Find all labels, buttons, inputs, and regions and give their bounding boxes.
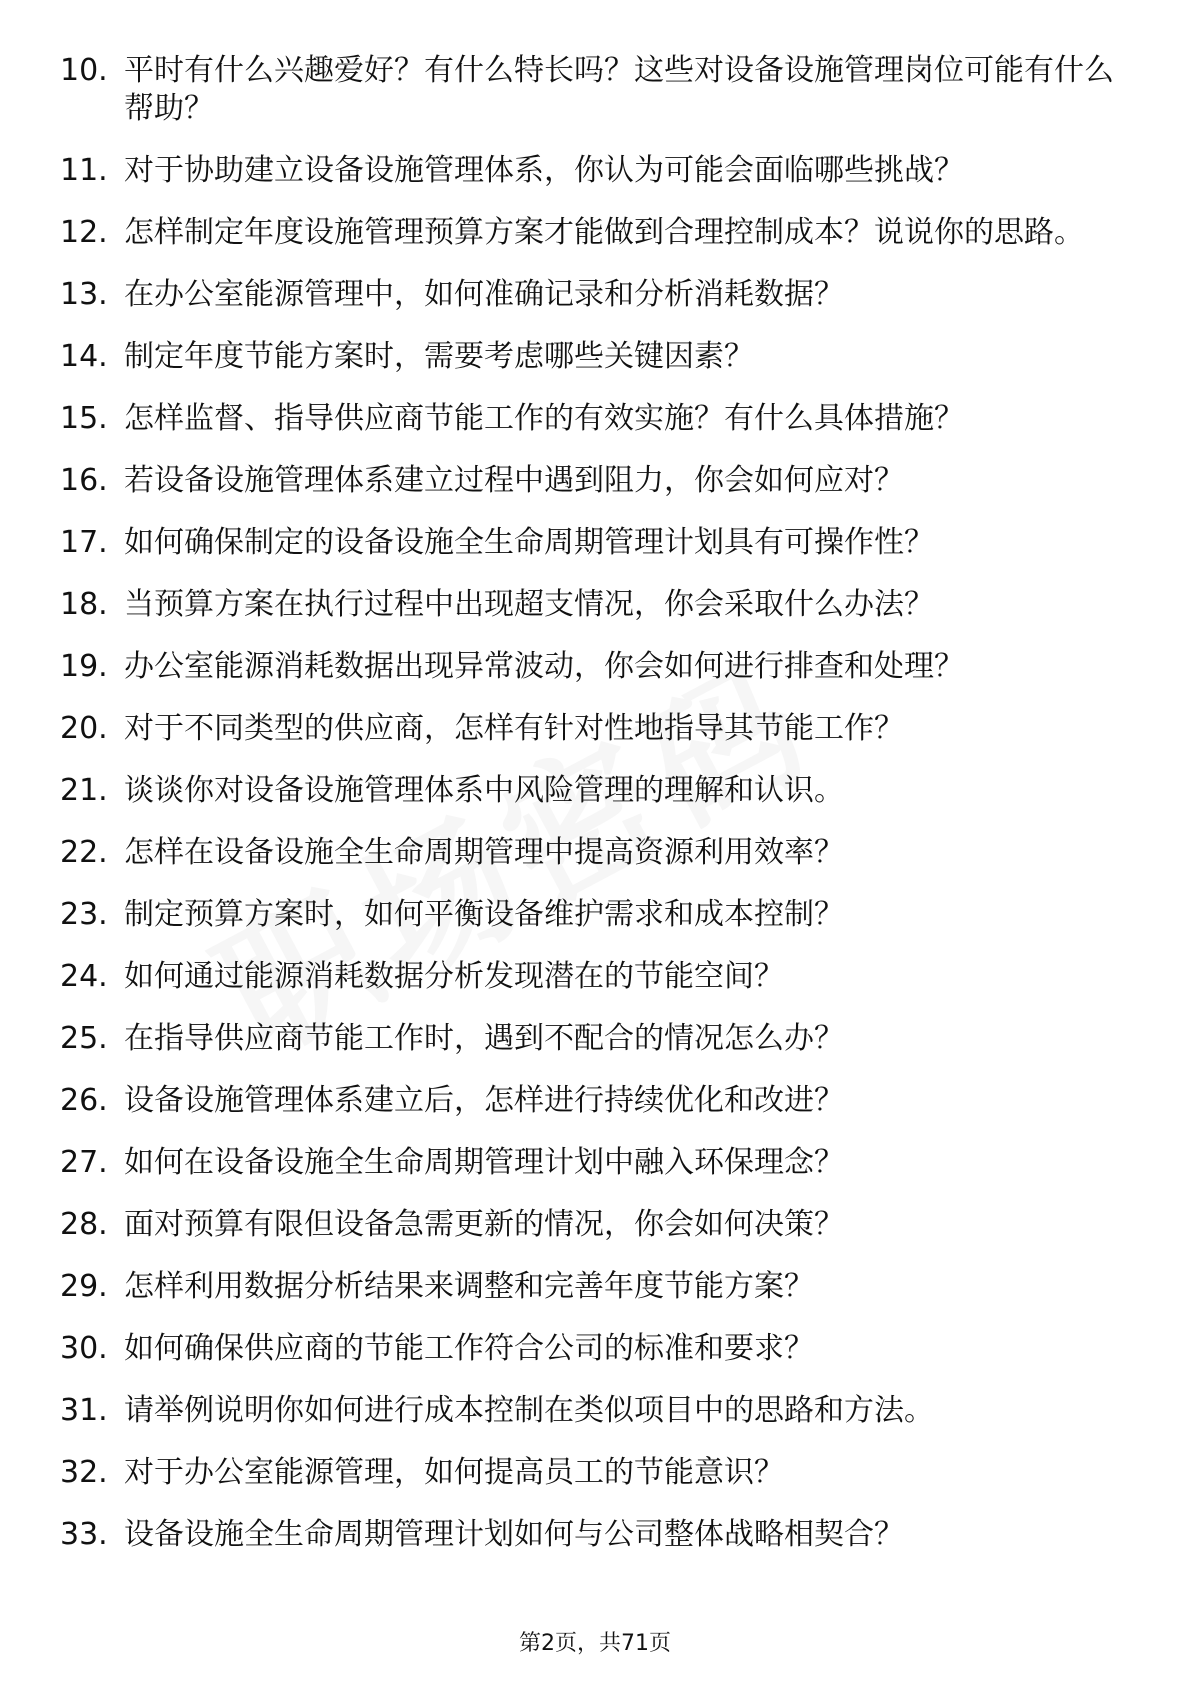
question-item bbox=[60, 1516, 1130, 1554]
question-text: 面对预算有限但设备急需更新的情况，你会如何决策？ bbox=[124, 1207, 844, 1242]
question-item bbox=[60, 958, 1130, 996]
question-item bbox=[60, 1206, 1130, 1244]
question-text: 当预算方案在执行过程中出现超支情况，你会采取什么办法？ bbox=[124, 587, 934, 622]
question-text: 设备设施全生命周期管理计划如何与公司整体战略相契合？ bbox=[124, 1517, 904, 1552]
question-number: 12. bbox=[60, 215, 108, 250]
question-number: 10. bbox=[60, 53, 108, 88]
question-text: 若设备设施管理体系建立过程中遇到阻力，你会如何应对？ bbox=[124, 463, 904, 498]
page-number: 第2页，共71页 bbox=[519, 1631, 671, 1656]
question-item bbox=[60, 710, 1130, 748]
question-number: 23. bbox=[60, 897, 108, 932]
question-number: 28. bbox=[60, 1207, 108, 1242]
question-text: 对于协助建立设备设施管理体系，你认为可能会面临哪些挑战？ bbox=[124, 153, 964, 188]
question-item bbox=[60, 338, 1130, 376]
question-item bbox=[60, 462, 1130, 500]
question-number: 18. bbox=[60, 587, 108, 622]
question-text: 怎样制定年度设施管理预算方案才能做到合理控制成本？说说你的思路。 bbox=[124, 215, 1084, 250]
question-number: 33. bbox=[60, 1517, 108, 1552]
question-text: 如何确保制定的设备设施全生命周期管理计划具有可操作性？ bbox=[124, 525, 934, 560]
question-number: 25. bbox=[60, 1021, 108, 1056]
question-item bbox=[60, 400, 1130, 438]
question-list bbox=[60, 52, 1130, 1578]
question-number: 21. bbox=[60, 773, 108, 808]
question-item bbox=[60, 1268, 1130, 1306]
question-number: 27. bbox=[60, 1145, 108, 1180]
question-text: 请举例说明你如何进行成本控制在类似项目中的思路和方法。 bbox=[124, 1393, 934, 1428]
question-number: 30. bbox=[60, 1331, 108, 1366]
question-number: 20. bbox=[60, 711, 108, 746]
question-item bbox=[60, 648, 1130, 686]
question-item bbox=[60, 214, 1130, 252]
question-text: 设备设施管理体系建立后，怎样进行持续优化和改进？ bbox=[124, 1083, 844, 1118]
question-text: 如何确保供应商的节能工作符合公司的标准和要求？ bbox=[124, 1331, 814, 1366]
question-number: 11. bbox=[60, 153, 108, 188]
question-number: 13. bbox=[60, 277, 108, 312]
question-text: 如何通过能源消耗数据分析发现潜在的节能空间？ bbox=[124, 959, 784, 994]
question-text: 谈谈你对设备设施管理体系中风险管理的理解和认识。 bbox=[124, 773, 844, 808]
question-item bbox=[60, 772, 1130, 810]
question-item bbox=[60, 276, 1130, 314]
question-item bbox=[60, 1082, 1130, 1120]
question-item bbox=[60, 1020, 1130, 1058]
question-number: 31. bbox=[60, 1393, 108, 1428]
question-item bbox=[60, 52, 1130, 128]
question-item bbox=[60, 524, 1130, 562]
question-text: 在办公室能源管理中，如何准确记录和分析消耗数据？ bbox=[124, 277, 844, 312]
question-item bbox=[60, 834, 1130, 872]
question-text: 对于不同类型的供应商，怎样有针对性地指导其节能工作？ bbox=[124, 711, 904, 746]
question-item bbox=[60, 1454, 1130, 1492]
question-text: 怎样在设备设施全生命周期管理中提高资源利用效率？ bbox=[124, 835, 844, 870]
question-number: 32. bbox=[60, 1455, 108, 1490]
question-number: 17. bbox=[60, 525, 108, 560]
question-item bbox=[60, 1144, 1130, 1182]
question-text: 平时有什么兴趣爱好？有什么特长吗？这些对设备设施管理岗位可能有什么帮助？ bbox=[124, 53, 1114, 126]
question-item bbox=[60, 1392, 1130, 1430]
question-text: 对于办公室能源管理，如何提高员工的节能意识？ bbox=[124, 1455, 784, 1490]
question-text: 制定年度节能方案时，需要考虑哪些关键因素？ bbox=[124, 339, 754, 374]
question-number: 16. bbox=[60, 463, 108, 498]
question-text: 如何在设备设施全生命周期管理计划中融入环保理念？ bbox=[124, 1145, 844, 1180]
question-number: 14. bbox=[60, 339, 108, 374]
question-item bbox=[60, 896, 1130, 934]
question-number: 29. bbox=[60, 1269, 108, 1304]
question-number: 15. bbox=[60, 401, 108, 436]
question-number: 22. bbox=[60, 835, 108, 870]
question-item bbox=[60, 1330, 1130, 1368]
question-text: 制定预算方案时，如何平衡设备维护需求和成本控制？ bbox=[124, 897, 844, 932]
question-text: 怎样利用数据分析结果来调整和完善年度节能方案？ bbox=[124, 1269, 814, 1304]
question-item bbox=[60, 586, 1130, 624]
question-number: 19. bbox=[60, 649, 108, 684]
question-text: 办公室能源消耗数据出现异常波动，你会如何进行排查和处理？ bbox=[124, 649, 964, 684]
question-number: 26. bbox=[60, 1083, 108, 1118]
question-item bbox=[60, 152, 1130, 190]
question-text: 在指导供应商节能工作时，遇到不配合的情况怎么办？ bbox=[124, 1021, 844, 1056]
question-text: 怎样监督、指导供应商节能工作的有效实施？有什么具体措施？ bbox=[124, 401, 964, 436]
question-number: 24. bbox=[60, 959, 108, 994]
